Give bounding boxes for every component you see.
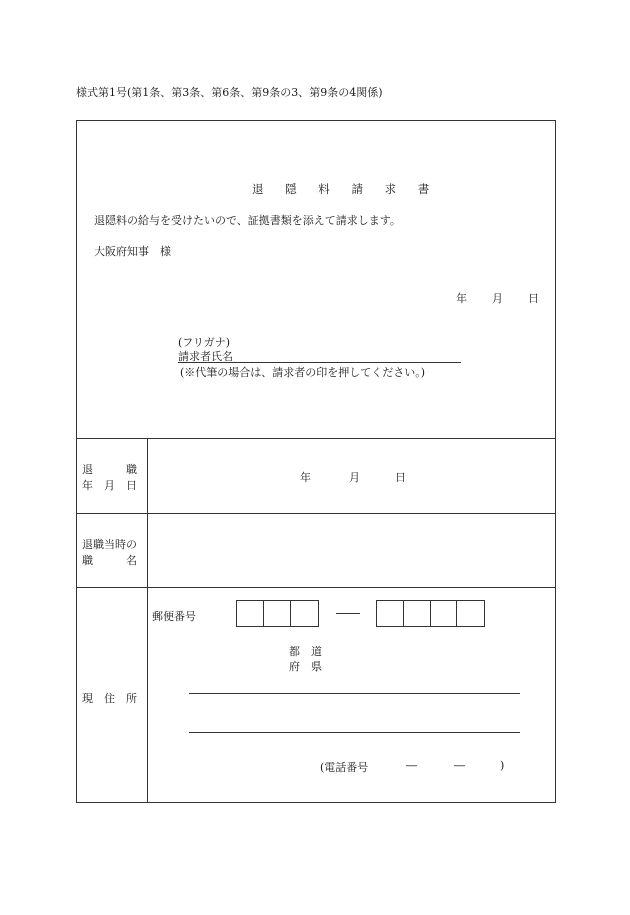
request-statement: 退隠料の給与を受けたいので、証拠書類を添えて請求します。 — [94, 214, 401, 227]
prefecture-label-line2: 府 県 — [289, 660, 322, 673]
postal-digit-box[interactable] — [264, 601, 291, 626]
label-column-divider — [147, 438, 148, 803]
postal-code-first-boxes[interactable] — [236, 600, 319, 627]
phone-dash-1: ― — [406, 759, 417, 772]
header-day-label: 日 — [528, 292, 539, 305]
furigana-label: (フリガナ) — [178, 336, 231, 349]
form-number: 様式第1号(第1条、第3条、第6条、第9条の3、第9条の4関係) — [76, 86, 383, 99]
header-year-label: 年 — [456, 292, 467, 305]
address-line-1[interactable] — [189, 693, 520, 694]
retirement-date-label-line2: 年 月 日 — [82, 479, 137, 492]
form-title: 退 隠 料 請 求 書 — [252, 182, 439, 196]
header-month-label: 月 — [492, 292, 503, 305]
retirement-date-label-line1: 退 職 — [82, 463, 137, 476]
postal-code-second-boxes[interactable] — [376, 600, 485, 627]
claimant-name-label: 請求者氏名 — [178, 350, 233, 363]
address-label: 現 住 所 — [82, 692, 137, 705]
postal-digit-box[interactable] — [237, 601, 264, 626]
proxy-seal-note: (※代筆の場合は、請求者の印を押してください。) — [180, 366, 426, 379]
postal-digit-box[interactable] — [291, 601, 318, 626]
phone-close-paren: ) — [500, 759, 505, 772]
retirement-month-field[interactable]: 月 — [349, 471, 360, 484]
postal-digit-box[interactable] — [431, 601, 458, 626]
position-field[interactable] — [150, 515, 553, 585]
postal-digit-box[interactable] — [377, 601, 404, 626]
position-label-line2: 職 名 — [82, 554, 137, 567]
phone-dash-2: ― — [454, 759, 465, 772]
address-line-2[interactable] — [189, 732, 520, 733]
row-divider — [76, 438, 556, 439]
addressee: 大阪府知事 様 — [94, 245, 171, 258]
postal-digit-box[interactable] — [404, 601, 431, 626]
retirement-year-field[interactable]: 年 — [300, 471, 311, 484]
position-label-line1: 退職当時の — [82, 538, 137, 551]
row-divider — [76, 513, 556, 514]
retirement-day-field[interactable]: 日 — [395, 471, 406, 484]
row-divider — [76, 587, 556, 588]
phone-label: (電話番号 — [320, 761, 369, 774]
prefecture-label-line1: 都 道 — [289, 645, 322, 658]
postal-digit-box[interactable] — [457, 601, 484, 626]
claimant-name-line[interactable] — [178, 362, 461, 363]
postal-code-label: 郵便番号 — [152, 610, 196, 623]
postal-code-separator — [336, 613, 360, 614]
